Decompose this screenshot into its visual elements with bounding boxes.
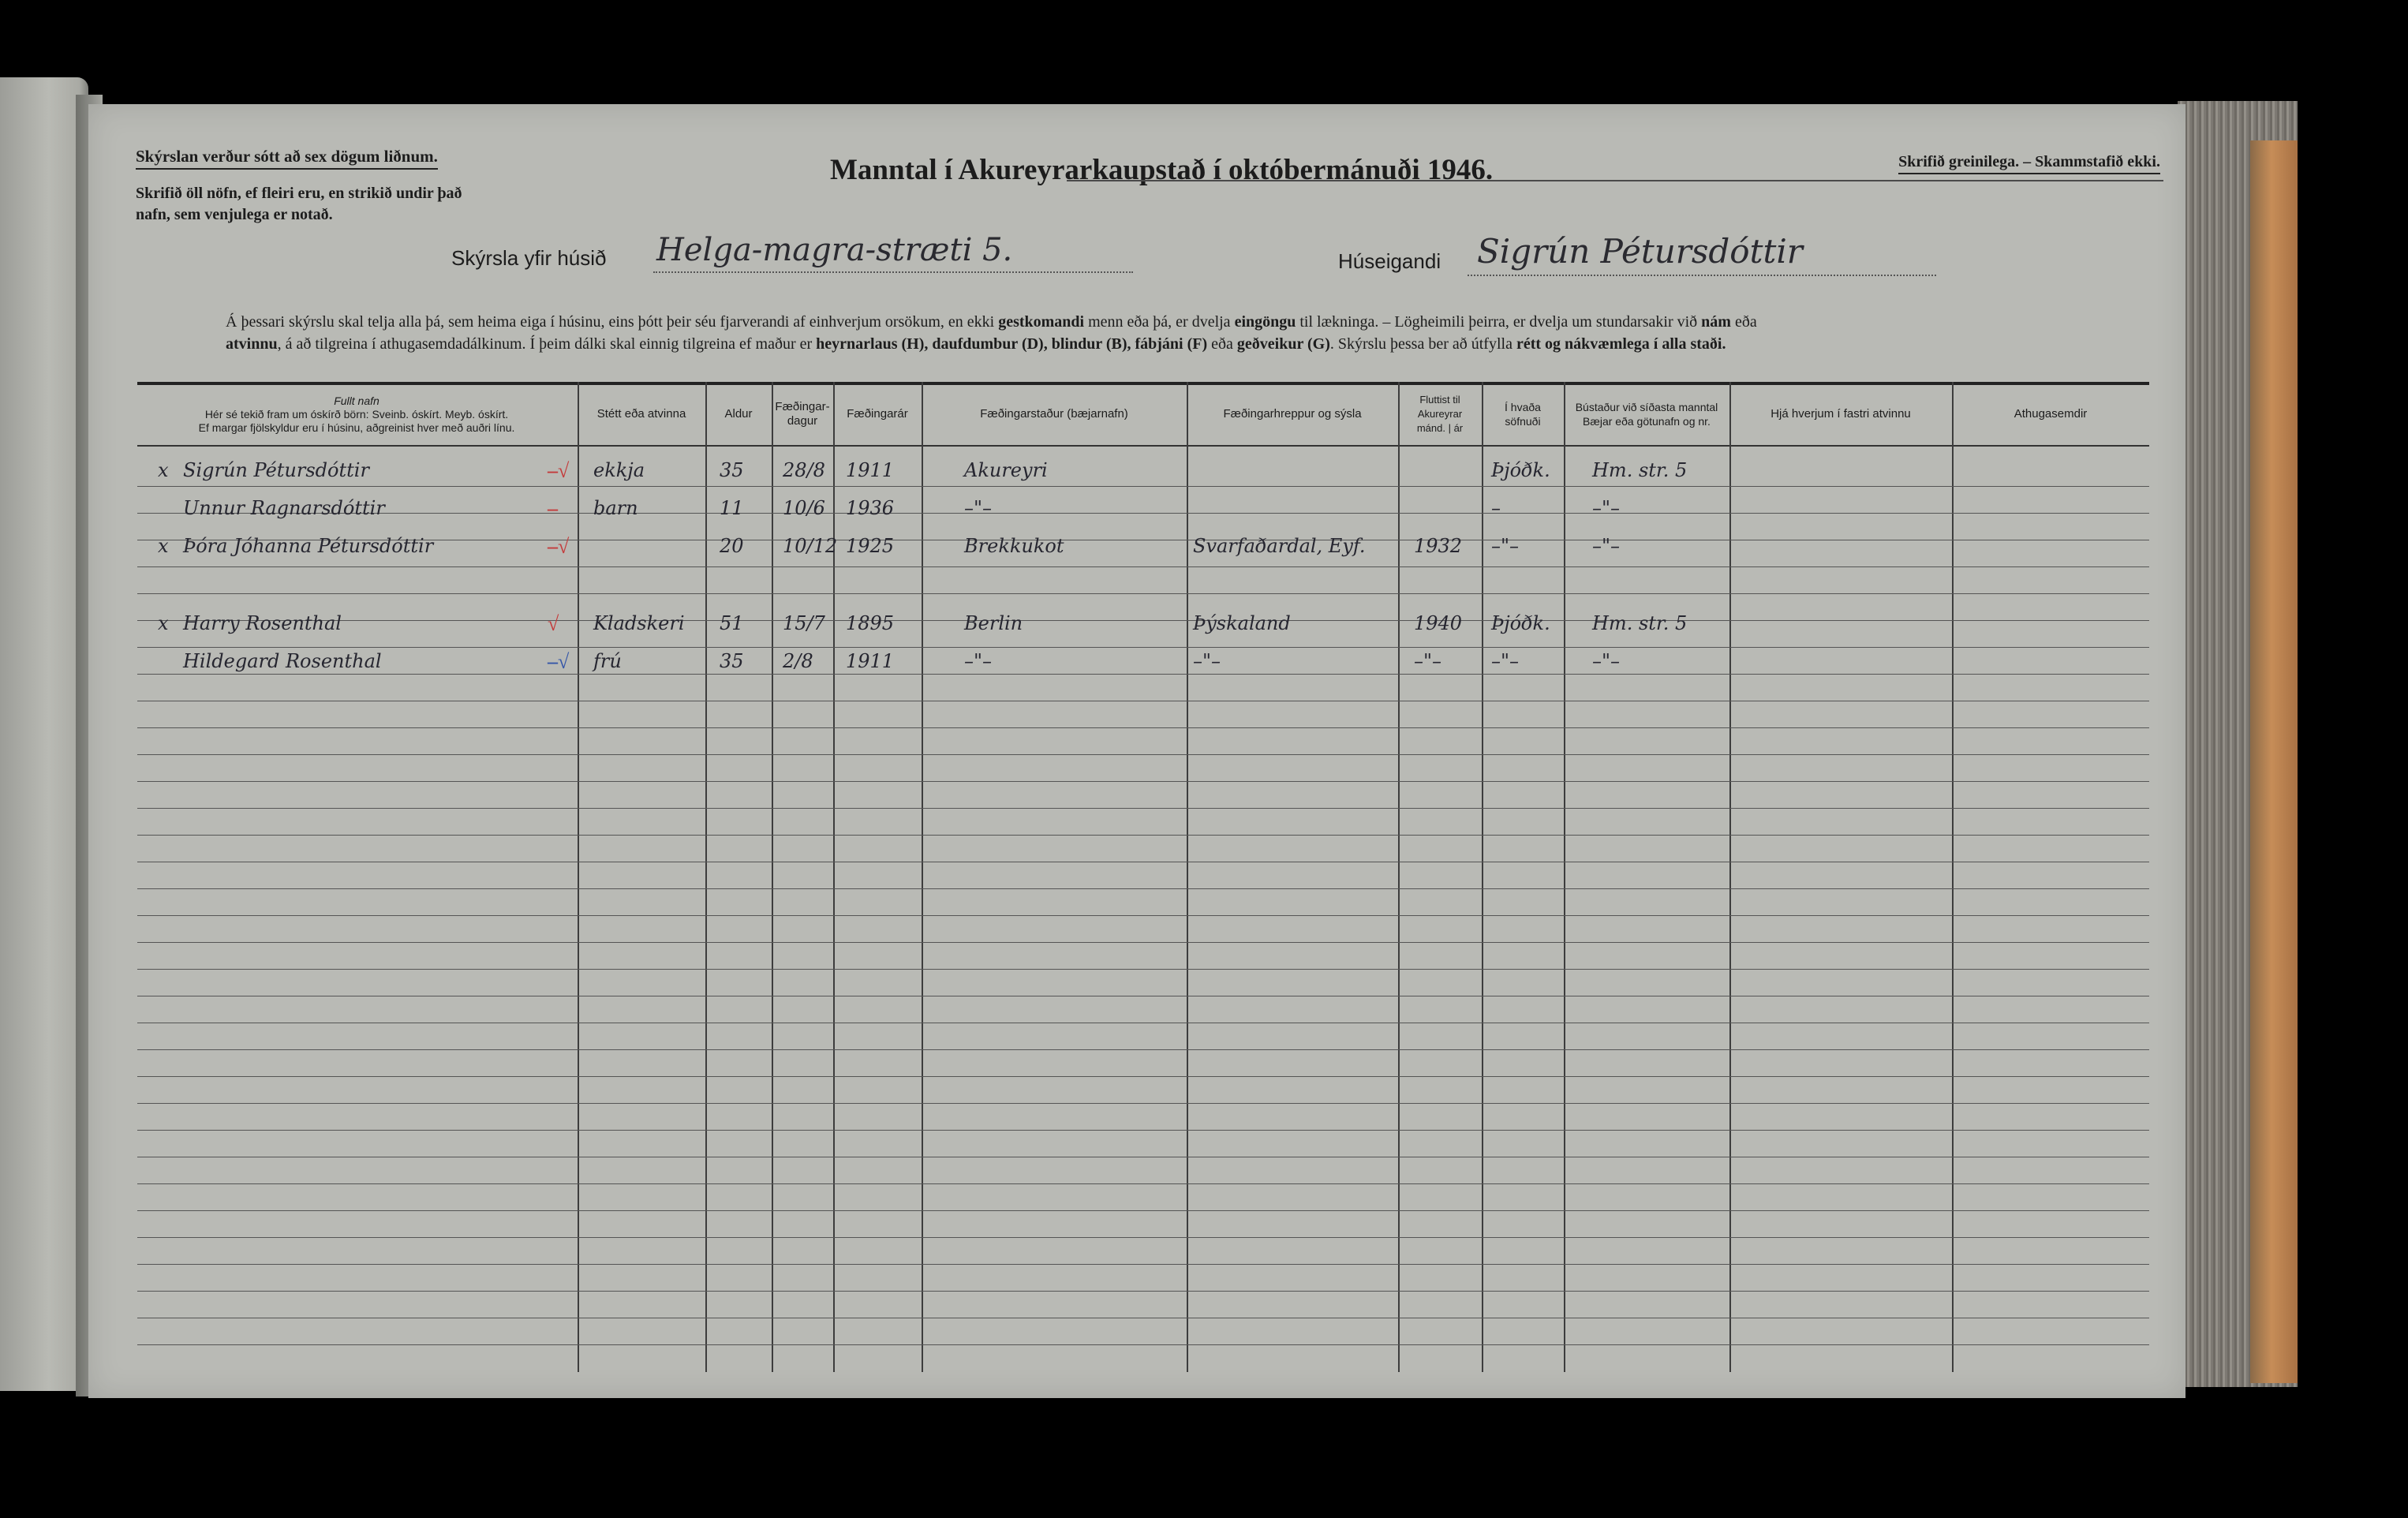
- row-name: Sigrún Pétursdóttir: [183, 459, 369, 481]
- row-birth-parish: –"–: [1193, 650, 1221, 672]
- row-line: [137, 513, 2149, 514]
- header-name: Fullt nafn Hér sé tekið fram um óskírð börn: Sveinb. óskírt. Meyb. óskírt. Ef margar fjölskyldur eru í húsinu, aðgreinist hver með auðri línu.: [198, 394, 515, 434]
- row-line: [137, 486, 2149, 487]
- header-prev-residence: Bústaður við síðasta manntal Bæjar eða götunafn og nr.: [1575, 401, 1718, 428]
- row-line: [137, 1264, 2149, 1265]
- row-line: [137, 969, 2149, 970]
- row-name: Harry Rosenthal: [183, 612, 342, 634]
- header-birthday: Fæðingar- dagur: [775, 400, 830, 428]
- row-religion: Þjóðk.: [1491, 612, 1550, 634]
- row-line: [137, 593, 2149, 594]
- row-line: [137, 674, 2149, 675]
- row-age: 35: [720, 650, 744, 672]
- col-divider: [1564, 382, 1565, 1372]
- row-birthplace: –"–: [964, 650, 993, 672]
- row-line: [137, 727, 2149, 728]
- row-line: [137, 1237, 2149, 1238]
- row-line: [137, 620, 2149, 621]
- row-name: Hildegard Rosenthal: [183, 650, 382, 672]
- row-age: 11: [720, 497, 744, 519]
- row-birthday: 10/6: [783, 497, 825, 519]
- book-cover-edge: [2250, 140, 2298, 1383]
- row-religion: –: [1491, 497, 1501, 519]
- header-birth-parish: Fæðingarhreppur og sýsla: [1223, 407, 1362, 421]
- naming-instruction: Skrifið öll nöfn, ef fleiri eru, en strikið undir það nafn, sem venjulega er notað.: [136, 185, 462, 223]
- row-name: Unnur Ragnarsdóttir: [183, 497, 385, 519]
- row-age: 20: [720, 535, 744, 557]
- header-employer: Hjá hverjum í fastri atvinnu: [1770, 407, 1911, 421]
- row-birthday: 2/8: [783, 650, 813, 672]
- row-line: [137, 1210, 2149, 1211]
- owner-value: Sigrún Pétursdóttir: [1477, 232, 1803, 271]
- header-occupation: Stétt eða atvinna: [596, 407, 686, 421]
- row-line: [137, 888, 2149, 889]
- header-religion: Í hvaða söfnuði: [1505, 401, 1541, 428]
- row-birth-parish: Þýskaland: [1193, 612, 1291, 634]
- row-line: [137, 1103, 2149, 1104]
- row-moved: –"–: [1414, 650, 1442, 672]
- row-line: [137, 566, 2149, 567]
- col-divider: [772, 382, 773, 1372]
- row-line: [137, 754, 2149, 755]
- col-divider: [922, 382, 923, 1372]
- header-rule: [1067, 180, 2163, 181]
- col-divider: [1398, 382, 1400, 1372]
- row-line: [137, 1344, 2149, 1345]
- owner-label: Húseigandi: [1338, 249, 1441, 273]
- row-prev-residence: –"–: [1592, 535, 1621, 557]
- row-check-mark: –√: [548, 459, 570, 482]
- house-value: Helga-magra-stræti 5.: [656, 232, 1013, 268]
- row-age: 35: [720, 459, 744, 481]
- row-birthday: 28/8: [783, 459, 825, 481]
- row-line: [137, 1183, 2149, 1184]
- header-remarks: Athugasemdir: [2014, 407, 2088, 421]
- col-divider: [1729, 382, 1731, 1372]
- row-birthyear: 1925: [846, 535, 895, 557]
- row-prev-residence: Hm. str. 5: [1592, 612, 1688, 634]
- header-birthyear: Fæðingarár: [847, 407, 908, 421]
- col-divider: [1187, 382, 1188, 1372]
- row-occupation: ekkja: [593, 459, 645, 481]
- row-check-mark: –√: [548, 650, 570, 673]
- row-occupation: barn: [593, 497, 638, 519]
- row-marker-x: x: [158, 612, 169, 634]
- row-line: [137, 1130, 2149, 1131]
- row-check-mark: –√: [548, 535, 570, 558]
- col-divider: [1952, 382, 1954, 1372]
- row-birth-parish: Svarfaðardal, Eyf.: [1193, 535, 1366, 557]
- row-prev-residence: –"–: [1592, 650, 1621, 672]
- writing-notice: Skrifið greinilega. – Skammstafið ekki.: [1898, 153, 2160, 174]
- house-label: Skýrsla yfir húsið: [451, 246, 607, 270]
- col-divider: [833, 382, 835, 1372]
- row-occupation: frú: [593, 650, 622, 672]
- row-line: [137, 1076, 2149, 1077]
- row-birthyear: 1936: [846, 497, 895, 519]
- row-birthyear: 1911: [846, 650, 895, 672]
- col-divider: [1482, 382, 1483, 1372]
- col-divider: [705, 382, 707, 1372]
- row-birthplace: –"–: [964, 497, 993, 519]
- row-religion: –"–: [1491, 535, 1520, 557]
- row-check-mark: √: [548, 612, 559, 635]
- row-religion: Þjóðk.: [1491, 459, 1550, 481]
- census-form-page: [88, 104, 2186, 1398]
- header-moved: Fluttist til Akureyrar mánd. | ár: [1416, 394, 1464, 434]
- row-line: [137, 835, 2149, 836]
- house-dotted-line: [653, 271, 1133, 273]
- row-line: [137, 808, 2149, 809]
- row-moved: 1932: [1414, 535, 1463, 557]
- collection-notice: Skýrslan verður sótt að sex dögum liðnum.: [136, 147, 438, 170]
- row-prev-residence: Hm. str. 5: [1592, 459, 1688, 481]
- row-line: [137, 781, 2149, 782]
- row-birthday: 15/7: [783, 612, 825, 634]
- row-birthplace: Akureyri: [964, 459, 1048, 481]
- owner-dotted-line: [1468, 275, 1936, 276]
- header-age: Aldur: [724, 407, 753, 421]
- row-moved: 1940: [1414, 612, 1463, 634]
- row-line: [137, 1291, 2149, 1292]
- row-birthplace: Brekkukot: [964, 535, 1064, 557]
- row-birthday: 10/12: [783, 535, 838, 557]
- row-birthyear: 1895: [846, 612, 895, 634]
- row-marker-x: x: [158, 459, 169, 481]
- row-prev-residence: –"–: [1592, 497, 1621, 519]
- row-age: 51: [720, 612, 744, 634]
- row-name: Þóra Jóhanna Pétursdóttir: [183, 535, 434, 557]
- row-marker-x: x: [158, 535, 169, 557]
- row-line: [137, 1049, 2149, 1050]
- header-birthplace: Fæðingarstaður (bæjarnafn): [980, 407, 1128, 421]
- row-line: [137, 942, 2149, 943]
- row-line: [137, 915, 2149, 916]
- row-occupation: Kladskeri: [593, 612, 685, 634]
- form-title: Manntal í Akureyrarkaupstað í októbermánuði 1946.: [830, 154, 1494, 186]
- row-religion: –"–: [1491, 650, 1520, 672]
- row-birthplace: Berlin: [964, 612, 1023, 634]
- row-check-mark: –: [548, 497, 558, 520]
- row-birthyear: 1911: [846, 459, 895, 481]
- col-divider: [578, 382, 579, 1372]
- table-header-rule: [137, 445, 2149, 447]
- row-line: [137, 647, 2149, 648]
- instructions-text: Á þessari skýrslu skal telja alla þá, sem heima eiga í húsinu, eins þótt þeir séu fjarverandi af einhverjum orsökum, en ekki gestkomandi menn eða þá, er dvelja eingöngu til lækninga. – Lögheimili þeirra, er dvelja um stundarsakir við nám eða atvinnu, á að tilgreina í athugasemdadálkinum. Í þeim dálki skal einnig tilgreina ef maður er heyrnarlaus (H), daufdumbur (D), blindur (B), fábjáni (F) eða geðveikur (G). Skýrslu þessa ber að útfylla rétt og nákvæmlega í alla staði.: [226, 313, 1757, 353]
